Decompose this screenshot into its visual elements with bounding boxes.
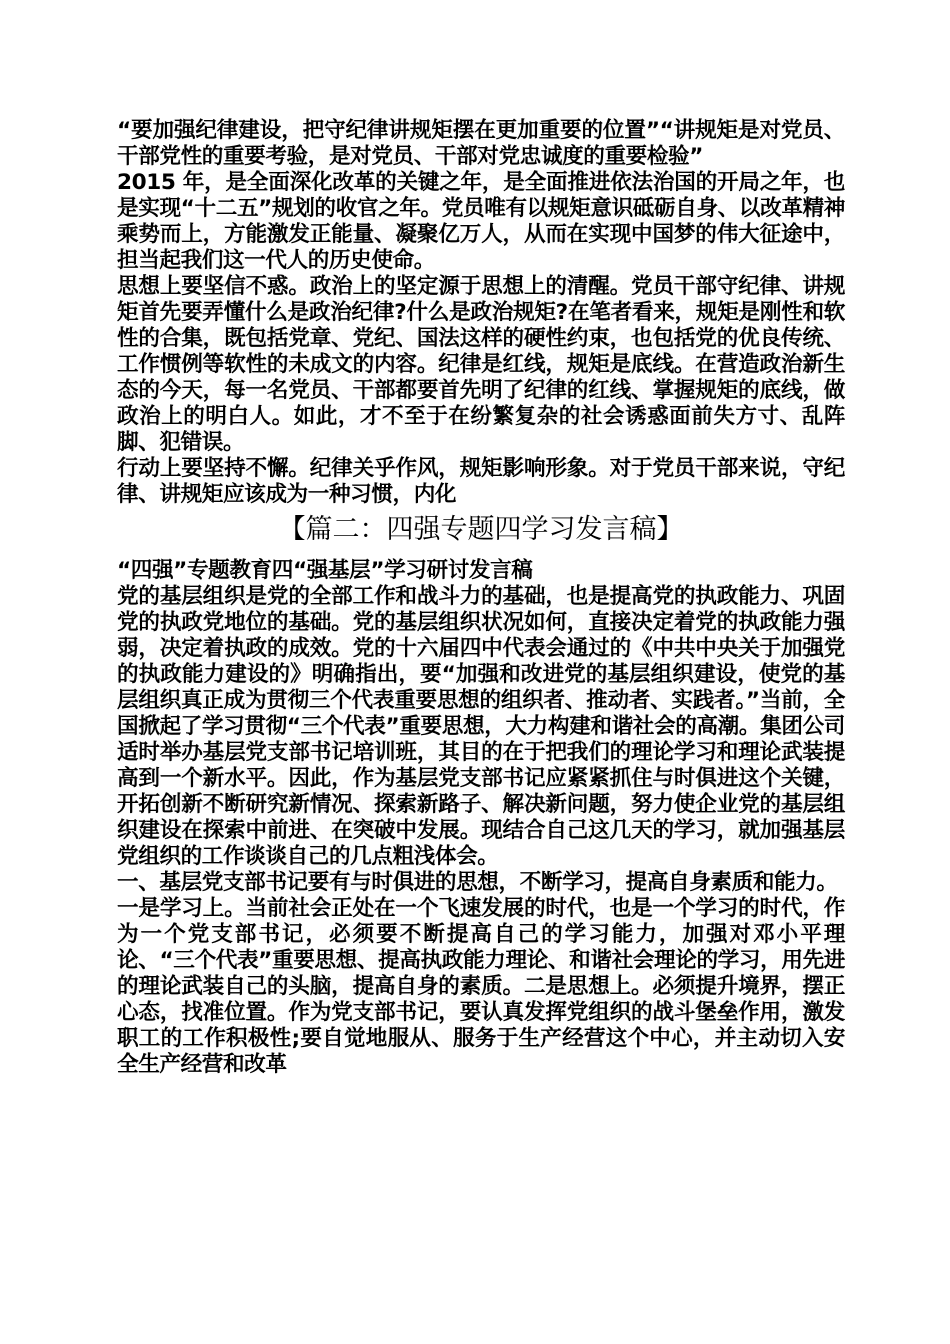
speech-title: “四强”专题教育四“强基层”学习研讨发言稿 <box>117 558 533 583</box>
body-paragraph-action: 行动上要坚持不懈。纪律关乎作风，规矩影响形象。对于党员干部来说，守纪律、讲规矩应该成为一种习惯，内化 <box>117 456 845 507</box>
body-paragraph-foundation: 党的基层组织是党的全部工作和战斗力的基础，也是提高党的执政能力、巩固党的执政党地位的基础。党的基层组织状况如何，直接决定着党的执政能力强弱，决定着执政的成效。党的十六届四中代表会通过的《中共中央关于加强党的执政能力建设的》明确指出，要“加强和改进党的基层组织建设，使党的基层组织真正成为贯彻三个代表重要思想的组织者、推动者、实践者。”当前，全国掀起了学习贯彻“三个代表”重要思想，大力构建和谐社会的高潮。集团公司适时举办基层党支部书记培训班，其目的在于把我们的理论学习和理论武装提高到一个新水平。因此，作为基层党支部书记应紧紧抓住与时俱进这个关键，开拓创新不断研究新情况、探索新路子、解决新问题，努力使企业党的基层组织建设在探索中前进、在突破中发展。现结合自己这几天的学习，就加强基层党组织的工作谈谈自己的几点粗浅体会。 <box>117 584 845 869</box>
body-paragraph-study: 一是学习上。当前社会正处在一个飞速发展的时代，也是一个学习的时代，作为一个党支部书记，必须要不断提高自己的学习能力，加强对邓小平理论、“三个代表”重要思想、提高执政能力理论、和谐社会理论的学习，用先进的理论武装自己的头脑，提高自身的素质。二是思想上。必须提升境界，摆正心态，找准位置。作为党支部书记，要认真发挥党组织的战斗堡垒作用，激发职工的工作积极性;要自觉地服从、服务于生产经营这个中心，并主动切入安全生产经营和改革 <box>117 896 845 1077</box>
section-heading: 【篇二：四强专题四学习发言稿】 <box>278 514 684 545</box>
document-body <box>117 118 845 1078</box>
body-paragraph-2015: 2015 年，是全面深化改革的关键之年，是全面推进依法治国的开局之年，也是实现“十二五”规划的收官之年。党员唯有以规矩意识砥砺自身、以改革精神乘势而上，方能激发正能量、凝聚亿万人，从而在实现中国梦的伟大征途中，担当起我们这一代人的历史使命。 <box>117 170 845 273</box>
body-paragraph-point-one: 一、基层党支部书记要有与时俱进的思想，不断学习，提高自身素质和能力。 <box>117 870 838 895</box>
quote-paragraph: “要加强纪律建设，把守纪律讲规矩摆在更加重要的位置”“讲规矩是对党员、干部党性的重要考验，是对党员、干部对党忠诚度的重要检验” <box>117 118 845 169</box>
body-paragraph-thought: 思想上要坚信不惑。政治上的坚定源于思想上的清醒。党员干部守纪律、讲规矩首先要弄懂什么是政治纪律?什么是政治规矩?在笔者看来，规矩是刚性和软性的合集，既包括党章、党纪、国法这样的硬性约束，也包括党的优良传统、工作惯例等软性的未成文的内容。纪律是红线，规矩是底线。在营造政治新生态的今天，每一名党员、干部都要首先明了纪律的红线、掌握规矩的底线，做政治上的明白人。如此，才不至于在纷繁复杂的社会诱惑面前失方寸、乱阵脚、犯错误。 <box>117 274 845 455</box>
